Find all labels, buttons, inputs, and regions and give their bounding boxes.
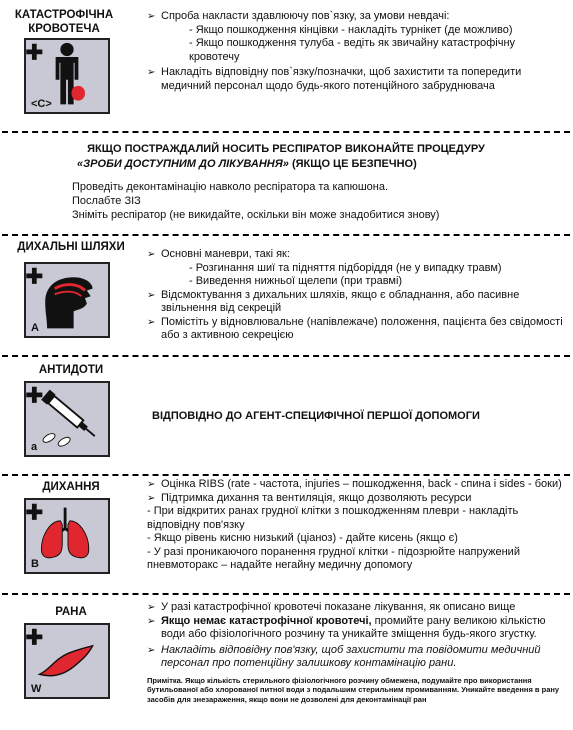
section-label: КАТАСТРОФІЧНА КРОВОТЕЧА bbox=[14, 9, 114, 35]
sub-item: - Якщо пошкодження тулуба - ведіть як звичайну катастрофічну кровотечу bbox=[189, 37, 516, 63]
respirator-step: Зніміть респіратор (не викидайте, оскільки він може знадобитися знову) bbox=[72, 209, 440, 221]
bleeding-icon bbox=[24, 38, 110, 114]
airway-icon bbox=[24, 262, 110, 338]
section-respirator bbox=[2, 133, 570, 233]
sub-item: - Розгинання шиї та підняття підборіддя (не у випадку травм) bbox=[189, 261, 502, 274]
lungs-icon bbox=[24, 498, 110, 574]
antidotes-text: ВІДПОВІДНО ДО АГЕНТ-СПЕЦИФІЧНОЇ ПЕРШОЇ ДОПОМОГИ bbox=[152, 410, 480, 422]
list-item: - При відкритих ранах грудної клітки з пошкодженням плеври - накладіть відповідну пов'язку bbox=[147, 505, 519, 531]
icon-letter: <C> bbox=[31, 98, 52, 110]
section-label: ДИХАЛЬНІ ШЛЯХИ bbox=[17, 241, 125, 253]
wound-content bbox=[147, 601, 565, 704]
bullet-text: ➢ Спроба накласти здавлюючу пов`язку, за умови невдачі: bbox=[147, 10, 565, 24]
icon-letter: B bbox=[31, 558, 39, 570]
bullet-text: ➢ Основні маневри, такі як: bbox=[147, 248, 565, 262]
section-antidotes bbox=[2, 357, 570, 473]
breathing-content bbox=[147, 478, 565, 573]
section-label: АНТИДОТИ bbox=[38, 364, 104, 376]
respirator-body bbox=[72, 180, 562, 222]
respirator-procedure-name: «ЗРОБИ ДОСТУПНИМ ДО ЛІКУВАННЯ» bbox=[77, 158, 289, 170]
respirator-step: Проведіть деконтамінацію навколо респіратора та капюшона. bbox=[72, 181, 389, 193]
bleeding-content bbox=[147, 10, 565, 93]
bullet-text: ➢ Оцінка RIBS (rate - частота, injuries – пошкодження, back - спина і sides - боки) bbox=[147, 478, 565, 492]
list-item: - Якщо рівень кисню низький (ціаноз) - дайте кисень (якщо є) bbox=[147, 532, 458, 544]
bullet-text: ➢ Підтримка дихання та вентиляція, якщо дозволяють ресурси bbox=[147, 492, 565, 506]
wound-note: Примітка. Якщо кількість стерильного фізіологічного розчину обмежена, подумайте про використання бутильованої або хлорованої питної води з подальшим стерильним промиванням. Уникайте введення в рану засобів для знезараження, якщо вони не дозволені для деконтамінації ран bbox=[147, 675, 560, 704]
section-label: РАНА bbox=[55, 606, 87, 618]
wound-emphasis: Якщо немає катастрофічної кровотечі, bbox=[161, 614, 372, 627]
section-catastrophic-bleeding bbox=[2, 0, 570, 130]
airway-content bbox=[147, 248, 565, 343]
bullet-text: ➢ Накладіть відповідну пов'язку, щоб захистити та повідомити медичний персонал про потенційну залишкову контамінацію рани. bbox=[147, 644, 565, 671]
bullet-text bbox=[147, 615, 565, 642]
icon-letter: W bbox=[31, 683, 42, 695]
respirator-condition: (ЯКЩО ЦЕ БЕЗПЕЧНО) bbox=[288, 158, 417, 170]
respirator-heading: ЯКЩО ПОСТРАЖДАЛИЙ НОСИТЬ РЕСПІРАТОР ВИКОНАЙТЕ ПРОЦЕДУРУ bbox=[87, 143, 485, 155]
icon-letter: a bbox=[31, 441, 38, 453]
respirator-step: Послабте ЗІЗ bbox=[72, 195, 141, 207]
wound-icon bbox=[24, 623, 110, 699]
section-airway bbox=[2, 236, 570, 354]
section-breathing bbox=[2, 476, 570, 592]
list-item: - У разі проникаючого поранення грудної клітки - підозрюйте напружений пневмоторакс – надайте негайну медичну допомогу bbox=[147, 545, 520, 571]
section-label: ДИХАННЯ bbox=[42, 481, 100, 493]
respirator-subheading bbox=[77, 158, 417, 170]
wound-instruction: промийте рану великою кількістю води або фізіологічного розчину та уникайте зміщення будь-якого згустку. bbox=[161, 614, 546, 640]
bullet-text: ➢ У разі катастрофічної кровотечі показане лікування, як описано вище bbox=[147, 601, 565, 615]
syringe-pills-icon bbox=[24, 381, 110, 457]
icon-letter: A bbox=[31, 322, 39, 334]
sub-item: - Якщо пошкодження кінцівки - накладіть турнікет (де можливо) bbox=[189, 23, 513, 36]
bullet-text: ➢ Помістіть у відновлювальне (напівлежаче) положення, пацієнта без свідомості або з активною секрецією bbox=[147, 316, 565, 343]
bullet-text: ➢ Накладіть відповідну пов`язку/позначки, щоб захистити та попередити медичний персонал щодо будь-якого потенційного забруднювача bbox=[147, 66, 565, 93]
sub-item: - Виведення нижньої щелепи (при травмі) bbox=[189, 275, 403, 287]
section-wound bbox=[2, 595, 570, 730]
bullet-text: ➢ Відсмоктування з дихальних шляхів, якщо є обладнання, або пасивне звільнення від секрецій bbox=[147, 289, 565, 316]
